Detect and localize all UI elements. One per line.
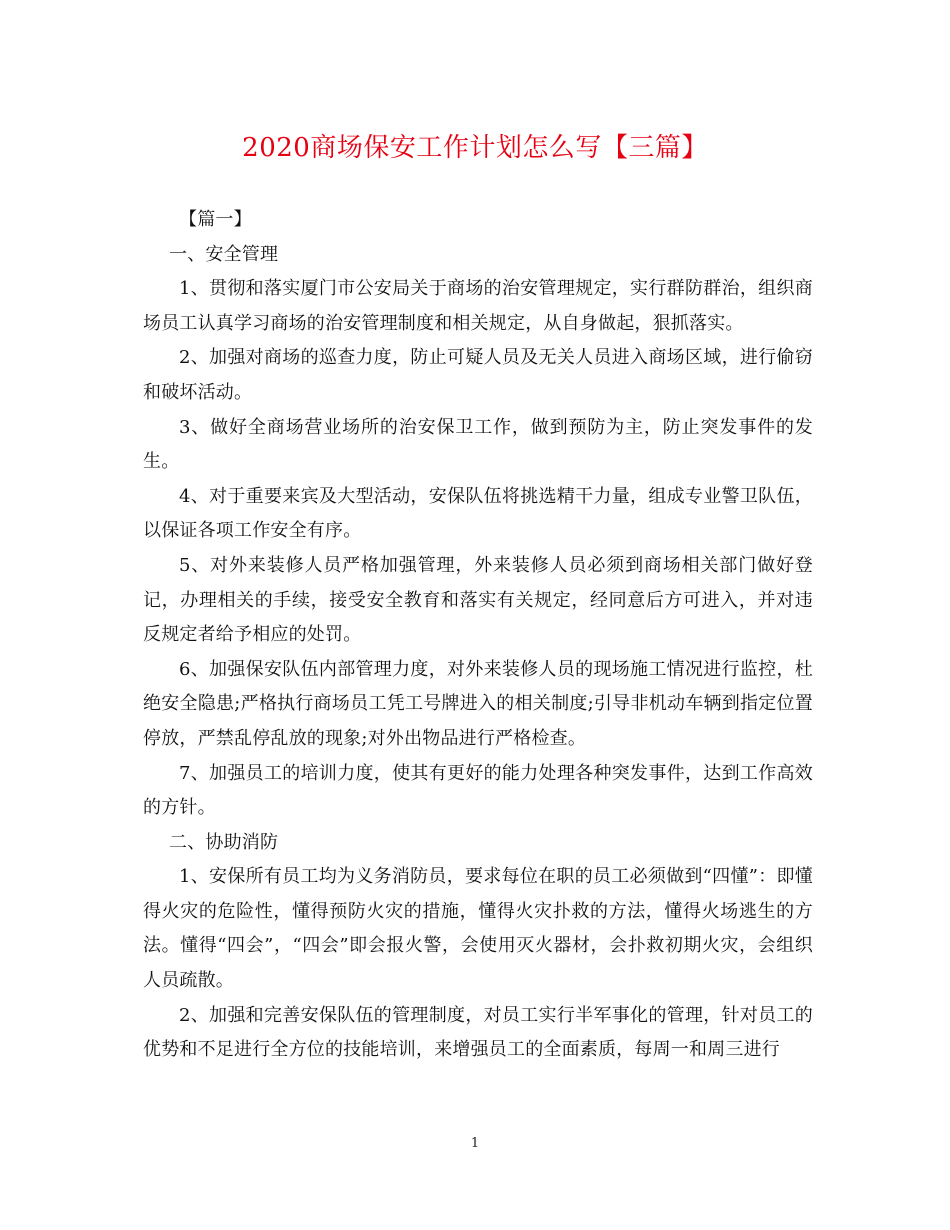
paragraph: 1、安保所有员工均为义务消防员，要求每位在职的员工必须做到“四懂”：即懂得火灾的危险性，懂得预防火灾的措施，懂得火灾扑救的方法，懂得火场逃生的方法。懂得“四会”，“四会”即会报火警，会使用灭火器材，会扑救初期火灾，会组织人员疏散。 bbox=[143, 866, 813, 992]
paragraph: 4、对于重要来宾及大型活动，安保队伍将挑选精干力量，组成专业警卫队伍，以保证各项工作安全有序。 bbox=[143, 485, 813, 542]
part-label: 【篇一】 bbox=[179, 209, 252, 230]
paragraph: 5、对外来装修人员严格加强管理，外来装修人员必须到商场相关部门做好登记，办理相关的手续，接受安全教育和落实有关规定，经同意后方可进入，并对违反规定者给予相应的处罚。 bbox=[143, 554, 813, 646]
section-heading: 二、协助消防 bbox=[169, 831, 279, 853]
document-title: 2020商场保安工作计划怎么写【三篇】 bbox=[242, 133, 708, 163]
document-body bbox=[143, 203, 813, 1068]
paragraph: 7、加强员工的培训力度，使其有更好的能力处理各种突发事件，达到工作高效的方针。 bbox=[143, 762, 813, 819]
paragraph: 6、加强保安队伍内部管理力度，对外来装修人员的现场施工情况进行监控，杜绝安全隐患;严格执行商场员工凭工号牌进入的相关制度;引导非机动车辆到指定位置停放，严禁乱停乱放的现象;对外出物品进行严格检查。 bbox=[143, 658, 813, 749]
page-number: 1 bbox=[470, 1136, 480, 1151]
section-heading: 一、安全管理 bbox=[169, 243, 279, 265]
paragraph: 2、加强对商场的巡查力度，防止可疑人员及无关人员进入商场区域，进行偷窃和破坏活动。 bbox=[143, 347, 813, 403]
paragraph: 2、加强和完善安保队伍的管理制度，对员工实行半军事化的管理，针对员工的优势和不足进行全方位的技能培训，来增强员工的全面素质，每周一和周三进行 bbox=[143, 1004, 813, 1061]
paragraph: 1、贯彻和落实厦门市公安局关于商场的治安管理规定，实行群防群治，组织商场员工认真学习商场的治安管理制度和相关规定，从自身做起，狠抓落实。 bbox=[143, 278, 813, 334]
paragraph: 3、做好全商场营业场所的治安保卫工作，做到预防为主，防止突发事件的发生。 bbox=[143, 416, 813, 473]
